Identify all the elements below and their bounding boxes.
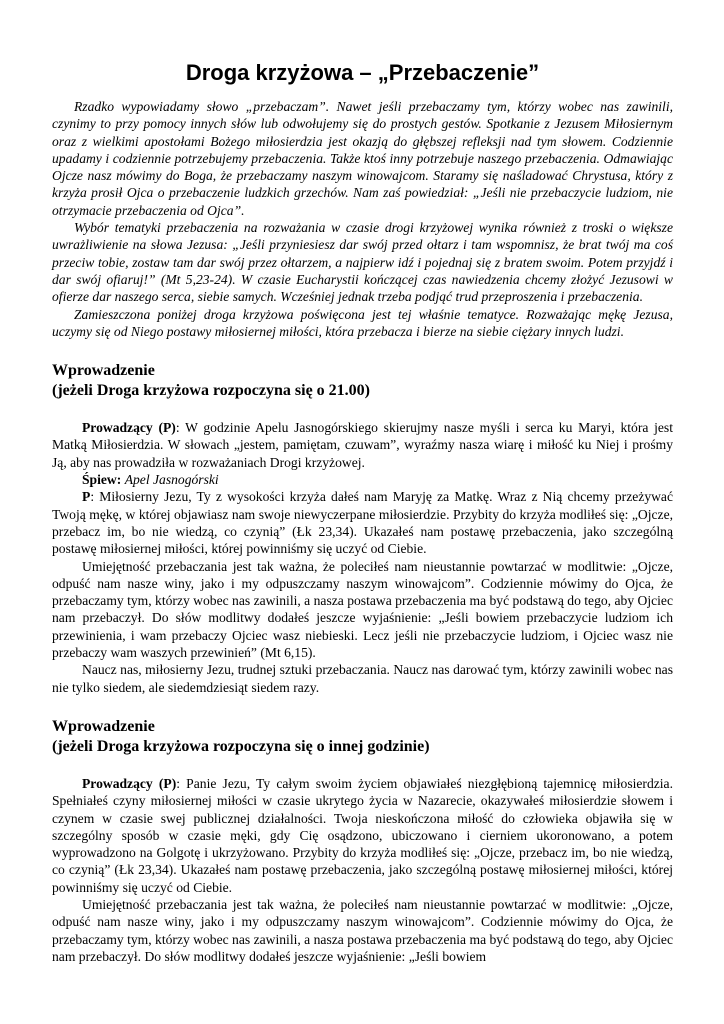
section-introduction-2100: [52, 361, 673, 696]
section-body: [52, 775, 673, 965]
intro-paragraph: Rzadko wypowiadamy słowo „przebaczam”. Nawet jeśli przebaczamy tym, którzy wobec nas zawinili, czynimy to przy pomocy innych słów lub odwołujemy się do prostych gestów. Spotkanie z Jezusem Miłosiernym oraz z wielkimi apostołami Bożego miłosierdzia jest okazją do głębszej refleksji nad tym słowem. Codziennie upadamy i codziennie potrzebujemy przebaczenia. Także ktoś inny potrzebuje naszego przebaczenia. Odmawiając Ojcze nasz mówimy do Boga, że przebaczamy naszym winowajcom. Staramy się naśladować Chrystusa, który z krzyża prosił Ojca o przebaczenie ludzkich grzechów. Nam zaś powiedział: „Jeśli nie przebaczycie ludziom, nie otrzymacie przebaczenia od Ojca”.: [52, 99, 673, 218]
leader-label: Prowadzący (P): [82, 420, 176, 436]
body-paragraph: Naucz nas, miłosierny Jezu, trudnej sztuki przebaczania. Naucz nas darować tym, którzy zawinili wobec nas nie tylko siedem, ale siedemdziesiąt siedem razy.: [52, 662, 673, 695]
intro-section: [52, 98, 673, 340]
leader-paragraph: [52, 775, 673, 896]
song-label: Śpiew:: [82, 472, 122, 488]
body-paragraph: Umiejętność przebaczania jest tak ważna, że poleciłeś nam nieustannie powtarzać w modlitwie: „Ojcze, odpuść nam nasze winy, jako i my odpuszczamy naszym winowajcom”. Codziennie mówimy do Ojca, że przebaczamy tym, którzy wobec nas zawinili, a nasza postawa przebaczenia ma być podstawą do tego, aby Ojciec nam przebaczył. Do słów modlitwy dodałeś jeszcze wyjaśnienie: „Jeśli bowiem przebaczycie ludziom ich przewinienia, i wam przebaczy Ojciec wasz niebieski. Lecz jeśli nie przebaczycie ludziom, i Ojciec wasz nie przebaczy wam waszych przewinień” (Mt 6,15).: [52, 558, 673, 661]
prayer-paragraph: [52, 488, 673, 557]
section-heading: Wprowadzenie: [52, 362, 155, 380]
intro-paragraph: Zamieszczona poniżej droga krzyżowa poświęcona jest tej właśnie tematyce. Rozważając mękę Jezusa, uczymy się od Niego postawy miłosiernej miłości, która przebacza i bierze na siebie ciężary innych ludzi.: [52, 306, 673, 339]
p-label: P: [82, 489, 91, 505]
song-title: Apel Jasnogórski: [124, 472, 219, 488]
leader-paragraph: [52, 419, 673, 471]
leader-label: Prowadzący (P): [82, 775, 177, 791]
leader-text: : W godzinie Apelu Jasnogórskiego skierujmy nasze myśli i serca ku Maryi, która jest Matką Miłosierdzia. W słowach „jestem, pamiętam, czuwam”, wyraźmy nasza wiarę i miłość ku Niej i prośmy Ją, aby nas prowadziła w rozważaniach Drogi krzyżowej.: [52, 420, 673, 470]
intro-paragraph: Wybór tematyki przebaczenia na rozważania w czasie drogi krzyżowej wynika również z troski o większe uwrażliwienie na słowa Jezusa: „Jeśli przyniesiesz dar swój przed ołtarz i tam wspomnisz, że brat twój ma coś przeciw tobie, zostaw tam dar swój przez ołtarzem, a najpierw idź i pojednaj się z bratem swoim. Potem przyjdź i dar swój ofiaruj!” (Mt 5,23-24). W czasie Eucharystii kończącej czas nawiedzenia chcemy złożyć Jezusowi w ofierze dar naszego serca, siebie samych. Wcześniej jednak trzeba podjąć trud przeproszenia i przebaczenia.: [52, 220, 673, 305]
section-subheading: (jeżeli Droga krzyżowa rozpoczyna się o innej godzinie): [52, 737, 430, 755]
p-text: : Miłosierny Jezu, Ty z wysokości krzyża dałeś nam Maryję za Matkę. Wraz z Nią chcemy przeżywać Twoją mękę, w której objawiasz nam swoje niewyczerpane miłosierdzie. Przybity do krzyża modliłeś się: „Ojcze, przebacz im, bo nie wiedzą, co czynią” (Łk 23,34). Ukazałeś nam postawę przebaczenia, jako szczególną postawę miłosiernej miłości, której powinniśmy się uczyć od Ciebie.: [52, 489, 673, 557]
section-heading: Wprowadzenie: [52, 717, 155, 735]
section-introduction-other: [52, 717, 673, 965]
leader-text: : Panie Jezu, Ty całym swoim życiem objawiałeś niezgłębioną tajemnicę miłosierdzia. Spełniałeś czyny miłosiernej miłości w czasie ukrytego życia w Nazarecie, okazywałeś miłosierdzie słowem i czynem w czasie swej publicznej działalności. Twoja nieskończona miłość do człowieka objawiła się w szczególny sposób w czasie męki, gdy Cię osądzono, ubiczowano i cierniem ukoronowano, a potem wyprowadzono na Golgotę i ukrzyżowano. Przybity do krzyża modliłeś się: „Ojcze, przebacz im, bo nie wiedzą, co czynią” (Łk 23,34). Ukazałeś nam postawę przebaczenia, jako szczególną postawę miłosiernej miłości, której powinniśmy się uczyć od Ciebie.: [52, 775, 673, 895]
section-subheading: (jeżeli Droga krzyżowa rozpoczyna się o 21.00): [52, 382, 370, 400]
body-paragraph: Umiejętność przebaczania jest tak ważna, że poleciłeś nam nieustannie powtarzać w modlitwie: „Ojcze, odpuść nam nasze winy, jako i my odpuszczamy naszym winowajcom”. Codziennie mówimy do Ojca, że przebaczamy tym, którzy wobec nas zawinili, a nasza postawa przebaczenia ma być podstawą do tego, aby Ojciec nam przebaczył. Do słów modlitwy dodałeś jeszcze wyjaśnienie: „Jeśli bowiem: [52, 896, 673, 964]
document-page: [52, 58, 673, 965]
document-title: Droga krzyżowa – „Przebaczenie”: [185, 60, 540, 85]
song-paragraph: [52, 471, 673, 488]
section-body: [52, 419, 673, 696]
